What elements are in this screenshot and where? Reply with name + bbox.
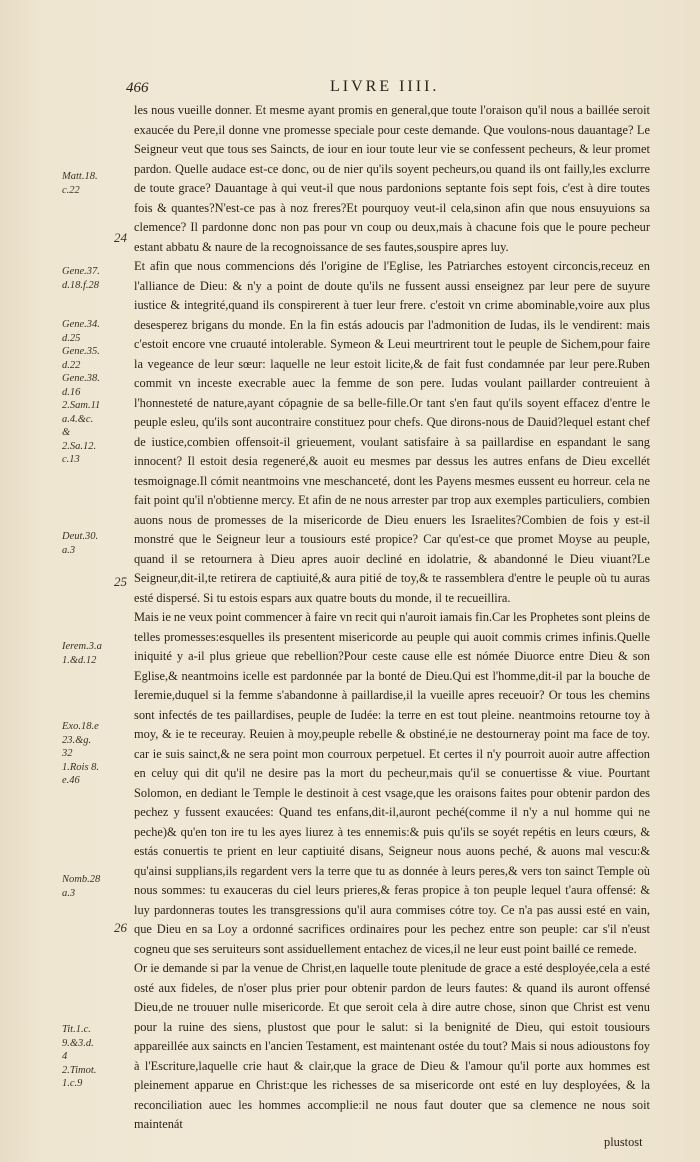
margin-note-deut: Deut.30. a.3 <box>62 531 99 556</box>
margin-note-exo: Exo.18.e 23.&g. 32 1.Rois 8. e.46 <box>62 721 100 786</box>
margin-note-nomb: Nomb.28 a.3 <box>62 874 101 899</box>
paragraph-number-26: 26 <box>114 920 127 935</box>
paragraph-25: Mais ie ne veux point commencer à faire vn recit qui n'auroit iamais fin.Car les Prophetes sont pleins de telles promesses:esquelles ils presentent misericorde au peuple qui auoit commis crimes infinis.Quelle iniquité y a-il plus grieue que rebellion?Pour ceste cause elle est nómée Diuorce entre Dieu & son Eglise,& neantmoins icelle est pardonnée par la bonté de Dieu.Qui est l'homme,dit-il par la bouche de Ieremie,duquel si la femme s'abandonne à paillardise,il la vueille apres receuoir? Or tous les chemins sont infectés de tes paillardises, peuple de Iudée: la terre en est tout pleine. neantmoins retourne toy à moy, & ie te receuray. Reuien à moy,peuple rebelle & obstiné,ie ne destourneray point ma face de toy. car ie suis sainct,& ne sera point mon courroux perpetuel. Et certes il n'y pourroit auoir autre affection en celuy qui dit qu'il ne desire pas la mort du pecheur,mais qu'il se conuertisse & viue. Pourtant Solomon, en dediant le Temple le destinoit à cest vsage,que les oraisons faites pour obtenir pardon des pechez y fussent exaucées: Quand tes enfans,dit-il,auront peché(comme il n'y a nul homme qui ne peche)& qu'en ton ire tu les ayes liurez à tes ennemis:& puis qu'ils se soyét repétis en leurs cœurs, & estás conuertis te prient en leur captiuité disans, Seigneur nous auons peché, & auons mal vescu:& qu'ainsi supplians,ils regardent vers la terre que tu as donnée à leurs peres,& vers ton sainct Temple où nous sommes: tu exauceras du ciel leurs prieres,& feras propice à ton peuple lequel t'aura offensé: & luy pardonneras toutes les transgressions qu'il aura commises cótre toy. Ce n'a pas aussi esté en vain, que Dieu en sa Loy a ordonné sacrifices ordinaires pour les pechez entre son peuple: car s'il n'eust cogneu que ses seruiteurs sont assiduellement entachez de vices,il ne leur eust point baillé ce remede. <box>134 610 650 956</box>
body-text <box>134 101 650 1135</box>
catchword: plustost <box>604 1135 643 1149</box>
paragraph-24: Et afin que nous commencions dés l'origine de l'Eglise, les Patriarches estoyent circoncis,receuz en l'alliance de Dieu: & n'y a point de doute qu'ils ne fussent aussi enseignez par leur pere de suyure iustice & integrité,quand ils conspirerent à tuer leur frere. c'estoit vn crime abominable,voire aux plus desesperez brigans du monde. En la fin estás adoucis par l'admonition de Iudas, ils le vendirent: mais c'estoit encore vne cruauté intolerable. Symeon & Leui meurtrirent tout le peuple de Sichem,pour faire la vegeance de leur sœur: laquelle ne leur estoit licite,& de fait fust condamnée par leur pere.Ruben commit vn inceste execrable auec la femme de son pere. Iudas voulant paillarder contreuient à l'honnesteté de nature,ayant cópagnie de sa belle-fille.Or tant s'en faut qu'ils soyent effacez d'entre le peuple esleu, qu'ils sont aucontraire constituez pour chefs. Que dirons-nous de Dauid?lequel estant chef de iustice,combien offensoit-il grieuement, voulant satisfaire à sa paillardise en espandant le sang innocent? Il estoit desia regeneré,& auoit eu mesmes par dessus les autres enfans de Dieu excellét tesmoignage.Il cómit neantmoins vne meschanceté, dont les Payens mesmes eussent eu horreur. cela ne fait point qu'il n'obtienne mercy. Et afin de ne nous arrester par trop aux exemples particuliers, combien auons nous de promesses de la misericorde de Dieu enuers les Israelites?Combien de fois y est-il monstré que le Seigneur leur a tousiours esté propice? Car qu'est-ce que promet Moyse au peuple, quand il se retournera à Dieu apres auoir decliné en idolatrie, & abandonné le Dieu viuant?Le Seigneur,dit-il,te retirera de captiuité,& aura pitié de toy,& te rassemblera d'entre le peuple où tu auras esté dispersé. Si tu estois espars aux quatre bouts du monde, il te recueillira. <box>134 259 650 605</box>
paragraph-26: Or ie demande si par la venue de Christ,en laquelle toute plenitude de grace a esté desployée,cela a esté osté aux fideles, de n'oser plus prier pour obtenir pardon de leurs fautes: & quand ils auront offensé Dieu,de ne trouuer nulle misericorde. Et que seroit cela à dire autre chose, sinon que Christ est venu pour la ruine des siens, plustost que pour le salut: si la benignité de Dieu, qui estoit tousiours appareillée aux saincts en l'ancien Testament, est maintenant ostée du tout? Mais si nous adioustons foy à l'Escriture,laquelle crie haut & clair,que la grace de Dieu & l'amour qu'il porte aux hommes est pleinement apparue en Christ:que les richesses de sa misericorde ont esté en luy desployées, & la reconciliation auec les hommes accomplie:il ne nous faut douter que sa clemence ne nous soit maintenát <box>134 961 650 1131</box>
paragraph-number-25: 25 <box>114 574 127 589</box>
margin-note-matt: Matt.18. c.22 <box>62 171 98 196</box>
paragraph-continued: les nous vueille donner. Et mesme ayant promis en general,que toute l'oraison qu'il nous a baillée seroit exaucée du Pere,il donne vne promesse speciale pour ceste demande. Que voulons-nous dauantage? Le Seigneur veut que tous ses Saincts, de iour en iour toute leur vie se confessent pecheurs, & leur promet pardon. Quelle audace est-ce donc, ou de nier qu'ils soyent pecheurs,ou quand ils ont failly,les exclurre de toute grace? Dauantage à qui veut-il que nous pardonions septante fois sept fois, c'est à dire toutes fois & quantes?N'est-ce pas à noz freres?Et pourquoy veut-il cela,sinon afin que nous ensuyuions sa clemence? Il pardonne donc non pas pour vn coup ou deux,mais à chacune fois que le poure pecheur estant abbatu & naure de la recognoissance de ses fautes,souspire apres luy. <box>134 103 650 254</box>
margin-note-ierem: Ierem.3.a 1.&d.12 <box>62 641 102 666</box>
running-head: LIVRE IIII. <box>330 78 440 95</box>
margin-note-gene-34: Gene.34. d.25 Gene.35. d.22 Gene.38. d.16 2.Sam.11 a.4.&c. & 2.Sa.12. c.13 <box>62 319 101 465</box>
paragraph-number-24: 24 <box>114 230 127 245</box>
margin-note-gene-37: Gene.37. d.18.f.28 <box>62 266 100 291</box>
margin-note-tit: Tit.1.c. 9.&3.d. 4 2.Timot. 1.c.9 <box>62 1024 97 1089</box>
page-number: 466 <box>126 80 149 96</box>
